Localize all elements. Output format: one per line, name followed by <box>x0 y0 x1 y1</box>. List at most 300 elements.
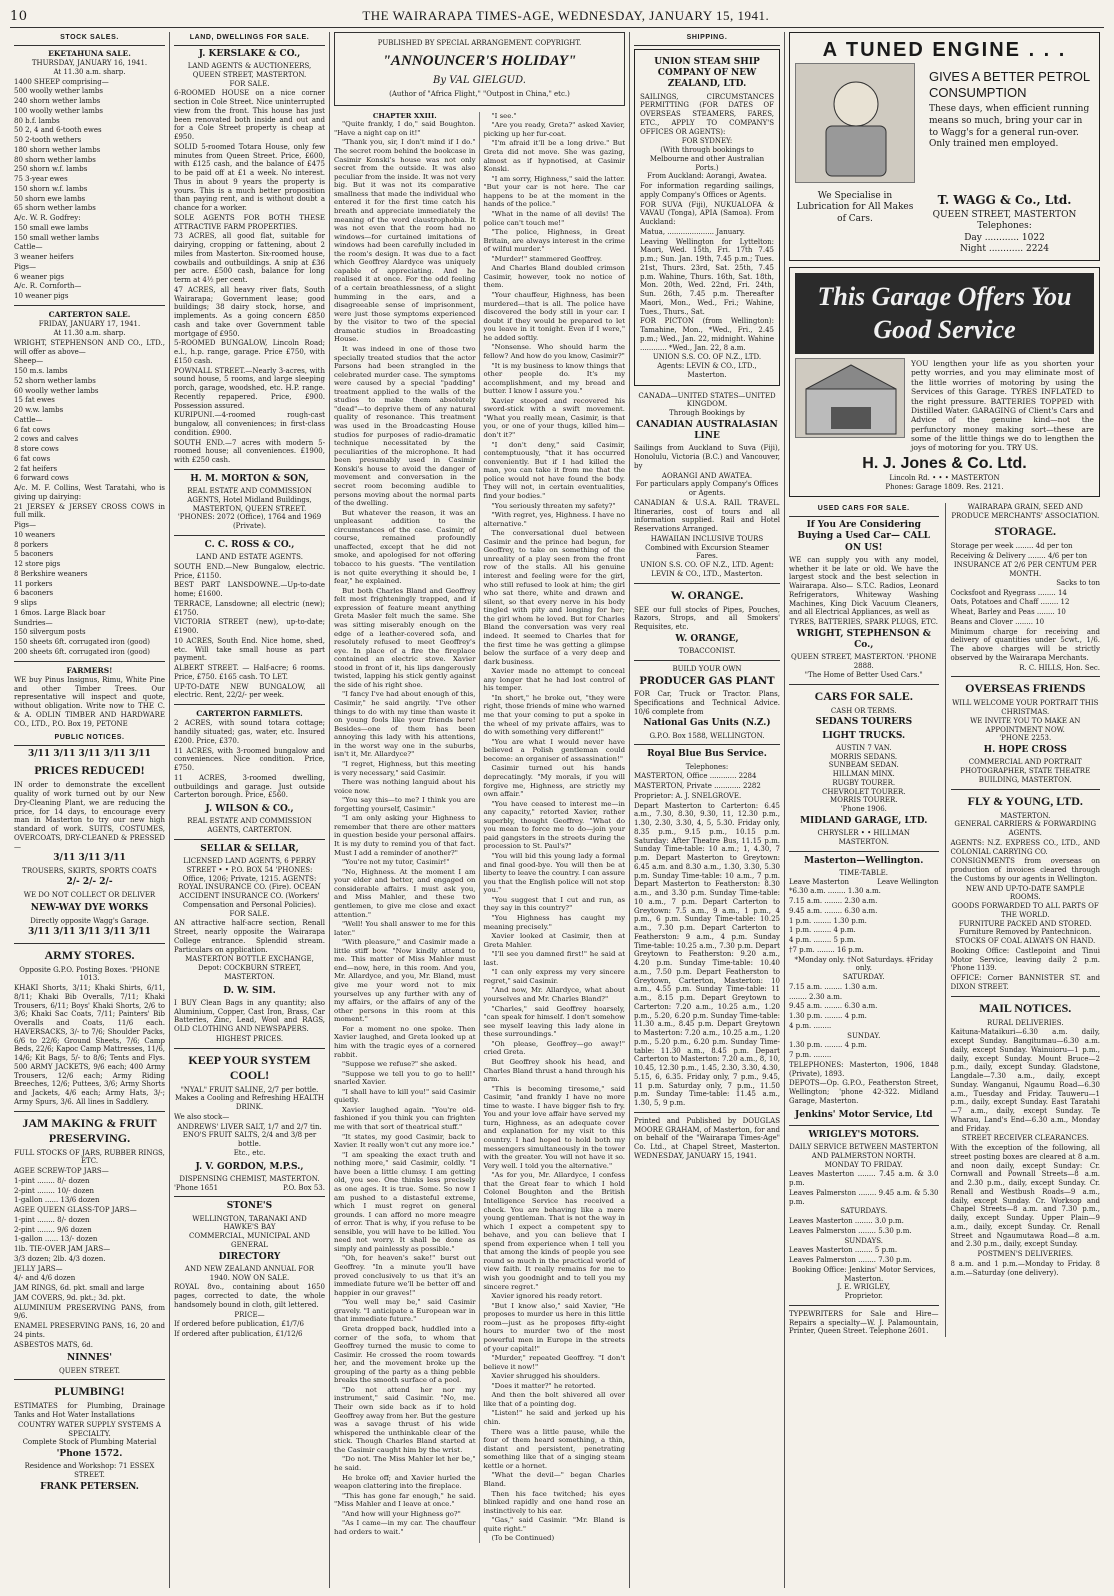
section-heading: SHIPPING. <box>634 32 780 46</box>
ad-text: FOR PICTON (from Wellington): Tamahine, Mon., *Wed., Fri., 2.45 p.m.; Wed., Jan. 22, midnight. Wahine ............ *Wed., Jan. 22, 8 a.m. <box>640 317 774 352</box>
jam-line: AGEE QUEEN GLASS-TOP JARS— <box>14 1206 137 1215</box>
fly-young-ad <box>951 794 1101 992</box>
sale-line: 6 weaner pigs <box>14 272 65 281</box>
ad-text: NEW AND UP-TO-DATE SAMPLE ROOMS. <box>965 884 1085 902</box>
story-paragraph: "Does it matter?" he retorted. <box>491 1381 596 1390</box>
gordon-ad <box>174 1162 325 1193</box>
sale-title: CARTERTON SALE. <box>48 309 131 319</box>
ad-name: T. WAGG & Co., Ltd. <box>937 193 1072 207</box>
story-text <box>334 112 625 1543</box>
sale-time: At 11.30 a.m. sharp. <box>53 329 126 337</box>
ad-text: FOR Car, Truck or Tractor. Plans, Specifications and Technical Advice. 10/6 complete from <box>634 690 780 716</box>
jam-line: 2-pint ........ 9/6 dozen <box>14 1225 92 1234</box>
ad-text: ROYAL INSURANCE CO. (Fire). OCEAN ACCIDENT INSURANCE CO. (Workers' Compensation and Personal Policies). FOR SALE. <box>178 883 321 918</box>
tt-row: Leaves Masterton ........ 3.0 p.m. <box>789 1217 904 1225</box>
story-paragraph: "I am only asking your Highness to remember that there are other matters in question beside your personal affairs. It is my duty to remind you of that fact. Must I add a reminder of another?" <box>334 814 476 857</box>
jam-line: 2-pint ........ 10/- dozen <box>14 1186 95 1195</box>
story-paragraph: But Geoffrey shook his head, and Charles Bland thrust a hand through his arm. <box>483 1057 625 1084</box>
tt-row: Leaves Palmerston ........ 5.30 p.m. <box>789 1226 912 1235</box>
ad-sub: Telephones: <box>685 762 729 771</box>
listing-item: 47 ACRES, all heavy river flats, South Wairarapa; Government lease; good buildings; 38 dairy stock, horse, and implements. As a going concern £850 cash and take over Government table mortgage of £950. <box>174 285 325 338</box>
sale-line: 150 small wether lambs <box>14 233 99 242</box>
tt-row: †7 p.m. ........ 16 p.m. <box>789 945 864 954</box>
listing-item: 2 ACRES, with sound totara cottage; handily situated; gas, water, etc. Insured £200. Price, £370. <box>174 719 325 745</box>
ad-title: OVERSEAS FRIENDS <box>965 681 1086 696</box>
tt-row: 9.45 a.m. ........ 6.30 a.m. <box>789 906 878 915</box>
story-paragraph: "You suggest that I cut and run, as they say in this country?" <box>483 895 625 913</box>
story-paragraph: "It states, my good Casimir, back to Xavier. It really won't cut any more ice." <box>334 1132 476 1150</box>
jam-line: ASBESTOS MATS, 6d. <box>14 1340 93 1349</box>
ad-sub: BUILD YOUR OWN <box>672 664 742 673</box>
ad-text: Complete Stock of Plumbing Material <box>22 1438 157 1447</box>
ad-address: Residence and Workshop: 71 ESSEX STREET. <box>24 1462 155 1480</box>
ad-sub: RURAL DELIVERIES. <box>986 1018 1064 1027</box>
typewriters-ad: TYPEWRITERS for Sale and Hire—Repairs a specialty—W. J. Palamountain, Printer, Queen Street. Telephone 2601. <box>789 1309 939 1336</box>
ad-text: We also stock— <box>174 1112 230 1121</box>
ad-sub: COMMERCIAL AND PORTRAIT PHOTOGRAPHER, STATE THEATRE BUILDING, MASTERTON. <box>960 758 1091 784</box>
story-paragraph: And Charles Bland doubled crimson Casimir, however, took no notice of them. <box>483 264 625 290</box>
story-paragraph: "You Highness has caught my meaning precisely." <box>483 913 625 931</box>
story-paragraph: "I can only express my very sincere regret," said Casimir. <box>483 968 625 985</box>
story-paragraph: There was a little pause, while the four of them heard something, a thin, distant and persistent, penetrating something like that of a singing steam kettle or a hornet. <box>483 1427 625 1470</box>
ad-sub: AND NEW ZEALAND ANNUAL FOR 1940. NOW ON SALE. <box>184 1264 315 1282</box>
sale-line: 6 fat cows <box>14 425 51 434</box>
listing-items <box>174 719 325 800</box>
ad-text: UNION S.S. CO. OF N.Z., LTD. Agent: LEVIN & CO., LTD., Masterton. <box>640 561 774 578</box>
ad-text: HAWAIIAN INCLUSIVE TOURS Combined with Excursion Steamer Fares. <box>645 534 769 561</box>
ad-text: SAILINGS, CIRCUMSTANCES PERMITTING (FOR DATES OF OVERSEAS STEAMERS, FARES, ETC., APPLY TO COMPANY'S OFFICES OR AGENTS): <box>640 92 774 136</box>
ad-text: I BUY Clean Bags in any quantity; also Aluminium, Copper, Cast Iron, Brass, Car Batteries, Zinc, Lead, Wool and RAGS, OLD CLOTHING AND NEWSPAPERS. <box>174 998 325 1034</box>
car-list-item: SUNBEAM SEDAN. <box>828 761 899 770</box>
ad-text: "NYAL" FRUIT SALINE, 2/7 per bottle. <box>180 1085 319 1094</box>
ad-text: With the exception of the following, all street posting boxes are cleared at 8 a.m. and noon daily, except Sunday: Cr. Cornwall and Pownall Streets—8 a.m. and 2.30 p.m., daily, except Sunday. Cr. Renall and Westbush Roads—9 a.m., daily, except Sunday. Cr. Worksop and Chapel Streets—8 a.m. and 7.30 p.m., daily, except Sunday. Upper Plain—9 a.m., daily, except Sunday. Cr. Renall Street and Ngaumutawa Road—8 a.m. and 2.30 p.m., daily, except Sunday. <box>950 1144 1100 1249</box>
used-cars-ad <box>789 520 939 680</box>
ad-phone: TELEPHONES: Masterton, 1906, 1848 (Private), 1893. <box>789 1060 939 1078</box>
sale-line: Cattle— <box>14 243 43 252</box>
ad-sub: MASTERTON. <box>838 837 889 846</box>
sale-line: 12 store pigs <box>14 560 61 568</box>
story-paragraph: "As I came—in my car. The chauffeur had orders to wait." <box>334 1519 476 1536</box>
listing-item: TERRACE, Lansdowne; all electric (new); £1750. <box>174 599 325 617</box>
story-paragraph: "You are what I would never have believed a Polish gentleman could become: an organiser of assassination!" <box>483 737 625 763</box>
ad-sub: DISPENSING CHEMIST, MASTERTON. <box>179 1174 320 1183</box>
sale-line: 150 silvergum posts <box>14 628 86 637</box>
sale-line: 60 woolly wether lambs <box>14 386 99 395</box>
car-list-item: AUSTIN 7 VAN. <box>835 743 892 752</box>
story-paragraph: "I regret, Highness, but this meeting is very necessary," said Casimir. <box>334 759 476 777</box>
story-paragraph: "And how will your Highness go?" <box>342 1509 461 1518</box>
jam-line: 3/3 dozen; 2lb. 4/3 dozen. <box>14 1254 106 1263</box>
story-paragraph: "I am sorry, Highness," said the latter. "But your car is not here. The car happens to be at the moment in the hands of the police." <box>483 174 625 209</box>
car-list-item: CHEVROLET TOURER. <box>822 787 906 796</box>
ad-title: If You Are Considering Buying a Used Car— CALL ON US! <box>797 520 930 553</box>
ad-text: UNION S.S. CO. OF N.Z., LTD. Agents: LEVIN & CO., LTD., Masterton. <box>652 353 762 379</box>
listing-item: UP-TO-DATE NEW BUNGALOW, all electric. Rent, 22/2/- per week. <box>174 682 325 700</box>
rate-item: Oats, Potatoes and Chaff ........ 12 <box>950 598 1070 607</box>
column-land <box>170 32 330 1588</box>
wrigley-ad <box>789 1130 939 1301</box>
ad-text: ANDREWS' LIVER SALT, 1/7 and 2/7 tin. <box>177 1122 322 1131</box>
ad-phone: 'Phone 1572. <box>56 1449 123 1460</box>
ad-sub: QUEEN STREET. <box>58 1366 121 1375</box>
sale-line: 10 weaners <box>14 530 56 539</box>
ad-name: J. V. GORDON, M.P.S., <box>195 1161 304 1172</box>
story-title: "ANNOUNCER'S HOLIDAY" <box>382 52 577 69</box>
listing-item: 5-ROOMED BUNGALOW, Lincoln Road; e.l., h.p. range, garage. Price £750, with £150 cash. <box>174 339 325 365</box>
listing-item: BEST PART LANSDOWNE.—Up-to-date home; £1600. <box>174 581 325 598</box>
ad-name: WRIGHT, STEPHENSON & Co., <box>796 628 931 650</box>
army-stores-ad <box>14 948 165 1107</box>
ad-name: MIDLAND GARAGE, LTD. <box>800 815 928 826</box>
story-paragraph: (To be Continued) <box>491 1534 555 1543</box>
story-paragraph: For a moment no one spoke. Then Xavier laughed, and Greta looked up at him with the tragic eyes of a cornered rabbit. <box>334 1024 476 1059</box>
ad-text: G.P.O. Box 1588, WELLINGTON. <box>649 731 765 740</box>
sale-line: 180 shorn wether lambs <box>14 145 101 154</box>
prices-reduced-ad <box>14 763 165 899</box>
tt-row: 9.45 a.m. ........ 6.30 a.m. <box>789 1002 878 1011</box>
tt-heading: SUNDAY. <box>847 1031 881 1040</box>
sale-line: Pigs— <box>14 521 37 529</box>
story-paragraph: "I'm afraid it'll be a long drive." But Greta did not move. She was gazing, almost as if hypnotised, at Casimir Konski. <box>483 139 625 174</box>
ad-sub: Telephones: <box>977 221 1032 232</box>
ad-name: UNION STEAM SHIP COMPANY OF NEW ZEALAND, LTD. <box>654 56 760 90</box>
tt-row: ........ 2.30 a.m. <box>789 992 843 1001</box>
newway-ad <box>14 903 165 938</box>
jam-line: ENAMEL PRESERVING PANS, 16, 20 and 24 pints. <box>14 1322 165 1339</box>
sale-line: 6 baconers <box>14 589 54 598</box>
rate-row: Storage per week ........ 4d per ton <box>950 541 1073 550</box>
ad-name: CANADIAN AUSTRALASIAN LINE <box>636 419 778 441</box>
story-paragraph: "You seriously threaten my safety?" <box>491 501 616 510</box>
sale-line: 100 woolly wether lambs <box>14 106 103 115</box>
story-paragraph: Xavier ignored his ready retort. <box>491 1292 603 1301</box>
sale-line: 50 2-tooth wethers <box>14 136 82 145</box>
farmlets-ad <box>174 709 325 800</box>
ad-title: KEEP YOUR SYSTEM COOL! <box>188 1052 311 1082</box>
ross-ad <box>174 540 325 700</box>
ad-name: C. C. ROSS & CO., <box>204 539 295 550</box>
wilson-ad <box>174 804 325 835</box>
sale-line: 8 store cows <box>14 445 59 453</box>
story-paragraph: The conversational duel between Casimir and the prince had begun, for Geoffrey, to take on something of the unreality of a play seen from the front row of the stalls. All his genuine interest and feeling were for the girl, who still refused to look at him; the girl who sat there, white and drawn and silent, so that every nerve in his body tingled with pity and longing for her; the girl whom he loved. But for Charles Bland the conversation was very real indeed. It seemed to Charles that for the first time he was getting a glimpse below the surface of a very deep and dark business. <box>483 529 625 666</box>
ad-address: QUEEN STREET, MASTERTON. 'PHONE 2888. <box>791 653 937 670</box>
story-paragraph: "Gas," said Casimir. "Mr. Bland is quite right." <box>483 1516 625 1533</box>
tt-heading: MONDAY TO FRIDAY. <box>824 1160 903 1169</box>
sale-line: 80 shorn wether lambs <box>14 155 96 164</box>
ad-title: ARMY STORES. <box>44 947 135 962</box>
story-paragraph: "Do not. The Miss Mahler let her be," he said. <box>334 1455 476 1472</box>
sale-date: FRIDAY, JANUARY 17, 1941. <box>38 320 141 329</box>
sale-line: 50 shorn ewe lambs <box>14 194 86 203</box>
car-list-item: HILLMAN MINX. <box>832 770 895 778</box>
sale-line: 21 JERSEY & JERSEY CROSS COWS in full milk. <box>14 502 165 520</box>
story-paragraph: Xavier made no attempt to conceal any longer that he had lost control of his temper. <box>483 667 625 693</box>
sale-line: Sundries— <box>14 618 53 627</box>
ad-text: WE buy Pinus Insignus, Rimu, White Pine and other Timber Trees. Our representative will inspect and quote, without obligation. Write now to THE C. & A. ODLIN TIMBER AND HARDWARE CO., LTD., P.O. Box 19, PETONE <box>14 675 165 728</box>
grain-association-ad <box>951 503 1101 672</box>
sale-line: 250 shorn w.f. lambs <box>14 165 88 174</box>
rate-items <box>951 589 1101 627</box>
tt-heading: SATURDAYS. <box>840 1207 888 1216</box>
tt-header: Leave Wellington <box>877 877 939 886</box>
rate-item: Beans and Clover ........ 10 <box>950 617 1045 626</box>
listing-item: 11 ACRES, with 3-roomed bungalow and conveniences. Nice condition. Price, £750. <box>174 746 325 773</box>
story-paragraph: But whatever the reason, it was an unpleasant addition to the circumstances of the case. Casimir, of course, remained profoundly unaffected, except that he did not smoke, and apologised for not offering tobacco to his guests. "The ventilation is not quite everything it should be, I fear," he explained. <box>334 508 476 586</box>
story-paragraph: "I shall have to kill you!" said Casimir quietly. <box>334 1087 476 1105</box>
ad-text: WE can supply you with any model, whether it be late or old. We have the largest stock and the best selection in Wairarapa. Also— S.T.C. Radios, Leonard Refrigerators, Whiteway Washing Machines, King Dick Vacuum Cleaners, and all Electrical Appliances, as well as <box>789 555 939 617</box>
story-paragraph: "Charles," said Geoffrey hoarsely, "can speak for himself. I don't somehow see myself leaving this lady alone in these surroundings." <box>483 1004 625 1039</box>
story-paragraph: There was nothing languid about his voice now. <box>334 778 476 795</box>
ad-text: AN attractive half-acre section, Renall Street, nearly opposite the Wairarapa College entrance. Splendid stream. Particulars on application. <box>174 919 325 954</box>
sale-line: 2 fat heifers <box>14 464 58 473</box>
listing-item: ALBERT STREET. — Half-acre; 6 rooms. Price, £750. £165 cash. TO LET. <box>174 664 325 681</box>
ad-text: Directly opposite Wagg's Garage. <box>30 916 149 925</box>
sale-line: Cattle— <box>14 415 43 424</box>
sale-line: Sheep— <box>14 357 44 366</box>
ad-text: LIGHT TRUCKS. <box>822 730 906 741</box>
ad-sub: FOR SALE. <box>229 79 270 88</box>
sale-line: 65 shorn wether lambs <box>14 204 96 213</box>
story-note: (Author of "Africa Flight," "Outpost in China," etc.) <box>389 90 570 98</box>
ad-sub: Proprietor. <box>844 1292 883 1300</box>
farmers-ad <box>14 666 165 729</box>
story-paragraph: "You well may be," said Casimir gravely. "I anticipate a European war in that immediate future." <box>334 1298 476 1324</box>
ad-name: FLY & YOUNG, LTD. <box>967 793 1083 808</box>
ad-text: FULL STOCKS OF JARS, RUBBER RINGS, ETC. <box>14 1148 165 1166</box>
sale-line: A/c. W. R. Godfrey: <box>14 214 81 223</box>
column-shipping <box>630 32 785 1588</box>
ad-title: NEW-WAY DYE WORKS <box>30 903 149 914</box>
ad-text: Etc., etc. <box>233 1148 266 1157</box>
jam-line: AGEE SCREW-TOP JARS— <box>14 1167 109 1176</box>
kerslake-ad <box>174 49 325 465</box>
ninnes-ad <box>14 1353 165 1375</box>
jam-line: JAM RINGS, 6d. pkt. small and large <box>14 1284 145 1293</box>
ad-text: SEE our full stocks of Pipes, Pouches, Razors, Strops, and all Smokers' Requisites, etc. <box>634 605 780 631</box>
sale-line: 6 fat cows <box>14 454 51 463</box>
sale-line: 5 baconers <box>14 550 54 559</box>
tt-row: 4 p.m. ........ <box>789 1021 832 1030</box>
garage-illustration <box>795 358 905 438</box>
rate-item: Cocksfoot and Ryegrass ........ 14 <box>950 588 1067 597</box>
ad-title: NINNES' <box>66 1353 112 1364</box>
orange-ad <box>634 588 780 656</box>
good-service-ad <box>789 267 1100 497</box>
eketahuna-sale <box>14 49 165 301</box>
story-paragraph: "You have ceased to interest me—in any capacity," retorted Xavier, rather superbly, thought Geoffrey. "What do you mean to force me to do—join your paid gangsters in the streets during the procession to St. Paul's?" <box>483 799 625 851</box>
rate-row: Receiving & Delivery ........ 4/6 per ton <box>950 551 1088 560</box>
story-paragraph: "I fancy I've had about enough of this, Casimir," he said angrily. "I've other things to do with my time than waste it on young fools like your friends here! Besides—one of them has been annoying this lady with his attentions, in the worst way one in the suburbs, isn't it, Mr. Allardyce?" <box>334 690 476 759</box>
ad-sub: POSTMEN'S DELIVERIES. <box>977 1250 1073 1258</box>
car-list-item: MORRIS TOURER. <box>830 796 898 805</box>
sellar-ad <box>174 844 325 982</box>
story-paragraph: "What the devil—" began Charles Bland. <box>483 1471 625 1488</box>
ad-text: If ordered before publication, £1/7/6 <box>174 1320 304 1329</box>
ad-sub: CASH OR TERMS. <box>830 706 897 715</box>
story-paragraph: "In short," he broke out, "they were right, those friends of mine who warned me that your coming to put a spoke in the wheel of my private affairs, was to do with something very different!" <box>483 693 625 737</box>
listing-item: 11 ACRES, 3-roomed dwelling, outbuildings and garage. Just outside Carterton borough. Price, £560. <box>174 773 325 800</box>
ad-text: MASTERTON BOTTLE EXCHANGE, Depot: COCKBURN STREET, MASTERTON. <box>185 955 314 981</box>
ad-sub: Opposite G.P.O. Posting Boxes. 'PHONE 1013. <box>19 965 160 983</box>
ad-text: "The Home of Better Used Cars." <box>804 670 923 679</box>
ad-text: FOR SUVA (Fiji), NUKUALOFA & VAVAU (Tonga), APIA (Samoa). From Auckland: <box>640 200 774 226</box>
story-paragraph: "Your chauffeur, Highness, has been murdered—that is all. The police have discovered the body still in your car. I doubt if they would be prepared to let you leave in it tonight. Even if I were," he added softly. <box>483 291 625 342</box>
jam-line: ALUMINIUM PRESERVING PANS, from 9/6. <box>14 1303 165 1321</box>
tuned-engine-ad <box>789 32 1100 261</box>
sale-line: 500 woolly wether lambs <box>14 87 103 96</box>
sale-line: 1 6mos. Large Black boar <box>14 608 106 617</box>
ad-text: Booking Office: Jenkins' Motor Services, Masterton. <box>792 1265 936 1283</box>
story-paragraph: It was indeed in one of those two specially treated studios that the actor Parsons had been strangled in the celebrated murder case. The symptoms were caused by a special "padding" treatment applied to the walls of the studios to make them absolutely "dead"—to deprive them of any natural quality of resonance. This treatment was used in the Broadcasting House studios for purposes of radio-dramatic technique necessitated by the peculiarities of the microphone. It had been presumably used in Casimir Konski's house to avoid the danger of movement and conversation in the secret room becoming audible to persons moving about the normal parts of the dwelling. <box>334 344 476 508</box>
ad-text: For information regarding sailings, apply Company's Offices or Agents. <box>640 182 774 199</box>
story-paragraph: "Thank you, sir, I don't mind if I do." The secret room behind the bookcase in Casimir Konski's house was not only secret from the outside. It was also peculiar from the inside. It was not very big. But it was not its comparative smallness that made the individual who entered it for the first time catch his breath and appreciate immediately the meaning of the word claustrophobia. It was not even that the room had no windows—for curtained imitations of windows had been carefully included in the room's design. It was due to a fact which Geoffrey Alardyce was uniquely capable of appreciating. And he realised it at once. For the odd feeling of a certain breathlessness, of a slight humming in the ears, and a disagreeable sense of imprisonment, were just those symptoms experienced by the visitor to two of the special dramatic studios in Broadcasting House. <box>334 138 476 344</box>
sale-line: 240 shorn wether lambs <box>14 97 101 106</box>
ad-sub: MASTERTON. <box>1000 811 1051 820</box>
listing-item: 73 ACRES, all good flat, suitable for dairying, cropping or fattening, about 2 miles from Masterton. Six-roomed house, cowbails and outbuildings. A snip at £36 per acre. £500 cash, balance for long term at 4½ per cent. <box>174 232 325 284</box>
ad-title: PRICES REDUCED! <box>34 763 145 778</box>
listing-item: SOLID 5-roomed Totara House, only few minutes from Queen Street. Price, £600, with £125 cash, and the balance of £475 to be paid off at £1 a week. No interest. Thus in about 9 years the property is yours. This is a much better proposition than paying rent, and is without doubt a chance for a worker. <box>174 142 325 212</box>
canada-ad <box>634 392 780 579</box>
story-paragraph: "It is my business to know things that other people do. It's my accomplishment, and my bread and butter. I know I assure you." <box>483 361 625 396</box>
ad-phone: 'Phone 1651 <box>174 1183 219 1192</box>
gas-plant-ad <box>634 665 780 741</box>
ad-sub: LAND AGENTS & AUCTIONEERS, QUEEN STREET, MASTERTON. <box>187 62 312 79</box>
ad-name: J. KERSLAKE & CO., <box>198 48 301 59</box>
ad-name: W. ORANGE. <box>670 587 744 602</box>
ad-name: J. E. WRIGLEY, <box>837 1283 891 1292</box>
jam-line: 1-pint ........ 8/- dozen <box>14 1215 90 1224</box>
ad-sub: WELLINGTON, TARANAKI AND HAWKE'S BAY <box>192 1214 307 1232</box>
cars-for-sale-ad <box>789 689 939 847</box>
sale-line: 75 3-year ewes <box>14 175 68 184</box>
sale-line: Pigs— <box>14 262 37 271</box>
story-paragraph: "You will bid this young lady a formal and final good-bye. You will then be at liberty to leave the country. I can assure you that the English police will not stop you." <box>483 852 625 895</box>
newspaper-title: THE WAIRARAPA TIMES-AGE, WEDNESDAY, JANUARY 15, 1941. <box>362 8 770 23</box>
ad-sub: COMMERCIAL, MUNICIPAL AND GENERAL <box>189 1232 310 1249</box>
page-number: 10 <box>10 9 28 24</box>
sim-ad <box>174 986 325 1044</box>
listing-item: 6-ROOMED HOUSE on a nice corner section in Cole Street. Nice uninterrupted view from the front. This house has just been renovated both inside and out and for a Cole Street property is cheap at £950. <box>174 89 325 141</box>
ad-name: H. HOPE CROSS <box>983 745 1067 755</box>
sale-line: 150 shorn w.f. lambs <box>14 184 88 193</box>
listing-item: VICTORIA STREET (new), up-to-date; £1900. <box>174 618 325 635</box>
story-paragraph: Xavier looked at Casimir, then at Greta Mahler. <box>483 932 625 949</box>
ad-name: D. W. SIM. <box>223 985 276 996</box>
ad-text: SEDANS TOURERS <box>815 717 913 728</box>
ad-title: Masterton—Wellington. <box>804 855 924 866</box>
car-list-item: MORRIS SEDANS. <box>830 752 898 761</box>
story-paragraph: Xavier shrugged his shoulders. <box>491 1372 601 1381</box>
sale-line: 3 weaner heifers <box>14 253 74 262</box>
story-paragraph: "And now, Mr. Allardyce, what about yourselves and Mr. Charles Bland?" <box>483 986 625 1003</box>
sale-line: 11 porkers <box>14 579 53 588</box>
story-paragraph: "Murder," repeated Geoffrey. "I don't believe it now!" <box>483 1354 625 1371</box>
ad-text: These days, when efficient running means so much, bring your car in to Wagg's for a general run-over. Only trained men employed. <box>929 104 1090 150</box>
ad-text: Kaituna-Mataikuri—6.30 a.m. daily, except Sunday. Bangitumau—6.30 a.m. daily, except Sunday. Wainuioru—1 p.m., daily, except Sunday. Mount Bruce—2 p.m., daily, except Sunday. Gladstone, Langdale—7.30 a.m., daily, except Sunday. Wanganui, Ngaumu Road—6.30 a.m., Tuesday and Friday. Tauweru—1 p.m., daily, except Sunday. East Taratahi—7 a.m., daily, except Sunday. Te Wharau, Land's End—6.30 a.m., Monday and Friday. <box>950 1028 1100 1133</box>
sale-line: 1400 SHEEP comprising— <box>14 77 109 86</box>
story-paragraph: Then his face twitched; his eyes blinked rapidly and one hand rose an instinctively to his ear. <box>483 1489 625 1515</box>
ad-sub: LAND AND ESTATE AGENTS. <box>196 553 303 561</box>
rate-item: Wheat, Barley and Peas ........ 10 <box>950 608 1066 616</box>
story-paragraph: Xavier stooped and recovered his sword-stick with a swift movement. "What you really mean, Casimir, is that you, or one of your thugs, killed him—don't it?" <box>483 396 625 439</box>
sale-line: 50 2, 4 and 6-tooth ewes <box>14 126 102 135</box>
story-author: By VAL GIELGUD. <box>433 74 526 86</box>
ad-text: COUNTRY WATER SUPPLY SYSTEMS A SPECIALTY. <box>18 1420 161 1438</box>
ad-signature: R. C. HILLS, Hon. Sec. <box>1019 663 1100 672</box>
ad-phone: 'Phone 1906. <box>840 805 887 813</box>
ad-title: PLUMBING! <box>54 1384 125 1399</box>
ad-text: PRICE— <box>234 1310 265 1319</box>
ad-sub: CHRYSLER • • HILLMAN <box>817 829 910 837</box>
carterton-sale <box>14 310 165 657</box>
masterton-wellington-timetable <box>789 856 939 1106</box>
stones-ad <box>174 1201 325 1339</box>
tt-header: Leave Masterton <box>789 877 850 886</box>
ad-text: FURNITURE PACKED AND STORED. Furniture Removed by Pantechnicon. STOCKS OF COAL ALWAYS ON HAND. <box>955 919 1096 945</box>
tt-row: 4 p.m. ........ 5 p.m. <box>789 936 856 944</box>
sale-line: 10 weaner pigs <box>14 292 69 301</box>
sale-line: 6 forward cows <box>14 474 69 483</box>
ad-sub: WILL WELCOME YOUR PORTRAIT THIS CHRISTMAS. <box>952 699 1099 716</box>
jam-lines <box>14 1167 165 1349</box>
ad-name: W. ORANGE, <box>675 633 739 644</box>
jam-line: JELLY JARS— <box>14 1264 63 1273</box>
ad-address: Lincoln Rd. • • • MASTERTON <box>889 473 1000 482</box>
sale-line: A/c. M. F. Collins, West Taratahi, who is giving up dairying: <box>14 484 165 501</box>
overseas-friends-ad <box>951 681 1101 784</box>
ad-title: PRODUCER GAS PLANT <box>639 675 775 687</box>
section-heading: LAND, DWELLINGS FOR SALE. <box>174 32 325 46</box>
ad-text: KHAKI Shorts, 3/11; Khaki Shirts, 6/11, 8/11; Khaki Bib Overalls, 7/11; Khaki Trousers, 6/11; Boys' Khaki Shorts, 2/6 to 3/6; Khaki Sac Coats, 7/11; Painters' Bib Overalls and Coats, 11/6 each. HAVERSACKS, 3/- to 7/6; Shoulder Packs, 6/6 to 22/6; Ground Sheets, 7/6; Camp Beds, 22/6; Kapoc Camp Mattresses, 11/6, 14/6; Kit Bags, 5/- to 8/6; Tents and Flys. 500 ARMY JACKETS, 9/6 each; 400 Army Trousers, 12/6 each; Army Riding Breeches, 12/6; Puttees, 3/6; Army Shorts and Jackets, 4/6 each; Army Hats, 3/-; Army Spurs, 3/6. All lines in Saddlery. <box>14 984 165 1106</box>
tt-rows <box>789 1041 939 1060</box>
sale-line: 9 slips <box>14 599 37 607</box>
ad-text: 8 a.m. and 1 p.m.—Monday to Friday. 8 a.m.—Saturday (one delivery). <box>950 1259 1100 1277</box>
sale-time: At 11.30 a.m. sharp. <box>53 67 126 76</box>
ad-text: AGENTS: N.Z. EXPRESS CO., LTD., AND COLONIAL CARRYING CO. <box>950 838 1100 856</box>
ad-text: GOODS FORWARDED TO ALL PARTS OF THE WORLD. <box>951 902 1099 919</box>
story-paragraph: "This is becoming tiresome," said Casimir, "and frankly I have no more time to waste. I have bigger fish to fry. You and your love affair have served my turn, Highness, as an adequate cover and explanation for my visit to this country. I had hoped to hold both my messengers simultaneously in the tower with the greater. You will not have it so. Very well. I told you the alternative." <box>483 1084 625 1170</box>
tt-heading: SUNDAYS. <box>844 1236 884 1245</box>
sale-lines <box>14 78 165 301</box>
story-paragraph: "With pleasure," and Casimir made a little stiff bow. "Now kindly attend to me. This matter of Miss Mahler must end—now, here, in this room. And you, Mr. Allardyce, and you, Mr. Bland, must give me your word not to mix yourselves up any further with any of my affairs, or the affairs of any of the other persons in this room at this moment." <box>334 938 476 1024</box>
ad-title: MAIL NOTICES. <box>979 1000 1072 1015</box>
ad-title: CANADA—UNITED STATES—UNITED KINGDOM. <box>638 391 776 409</box>
sale-line: 2 cows and calves <box>14 435 79 444</box>
tt-row: 1.30 p.m. ........ 4 p.m. <box>789 1041 867 1050</box>
story-paragraph: "What in the name of all devils! The police can't touch me!" <box>483 209 625 227</box>
masthead <box>10 8 1104 28</box>
sale-title: EKETAHUNA SALE. <box>48 48 131 58</box>
sale-line: 15 fat ewes <box>14 396 55 405</box>
sale-line: 200 sheets 6ft. corrugated iron (good) <box>14 647 150 656</box>
story-header <box>334 32 625 106</box>
story-banner: PUBLISHED BY SPECIAL ARRANGEMENT. COPYRIGHT. <box>377 39 582 47</box>
ad-phone: 'PHONE 2253. <box>999 734 1052 743</box>
ad-text: 3/11 3/11 3/11 <box>53 853 126 864</box>
mail-notices <box>951 1001 1101 1278</box>
mechanic-illustration <box>795 63 915 183</box>
sale-line: 150 sheets 6ft. corrugated iron (good) <box>14 638 150 646</box>
ad-box: P.O. Box 53. <box>283 1183 325 1192</box>
ad-name: H. M. MORTON & SON, <box>190 473 309 484</box>
tt-row: 7.15 a.m. ........ 2.30 a.m. <box>789 897 878 905</box>
ad-sub: DAILY SERVICE BETWEEN MASTERTON AND PALMERSTON NORTH. <box>789 1143 939 1160</box>
ad-text: Depart Masterton to Carterton: 6.45 a.m., 7.30, 8.30, 9.30, 11, 12.30 p.m., 1.30, 2.30, 3.30, 4, 5, 5.30. Friday only, 8.35 p.m., 9.15 p.m., 10.15 p.m. Saturday: After Theatre Bus, 11.15 p.m. Sunday Time-table: 10 a.m.; 1, 4.30, 7 p.m. Depart Masterton to Greytown: 6.45 a.m. and 8.30 a.m., 1.30, 3.30, 5.30 p.m. Sunday Time-table: 10 a.m., 7 p.m. Depart Masterton to Featherston: 8.30 a.m., and 3.30 p.m. Sunday Time-table: 10 a.m., 7 p.m. Depart Carterton to Greytown: 7.5 a.m., 9 a.m., 1 p.m., 4 p.m., 6 p.m. Sunday Time-table: 10.25 a.m., 7.30 p.m. Depart Carterton to Featherston: 9 a.m., 4 p.m. Sunday Time-table: 10.25 a.m., 7.30 p.m. Depart Greytown to Featherston: 9.20 a.m., 4.20 p.m. Sunday Time-table: 10.40 a.m., 7.50 p.m. Depart Featherston to Greytown, Carterton, Masterton: 10 a.m., 4.55 p.m. Sunday Time-table: 11 a.m., 8.15 p.m. Depart Greytown to Carterton: 7.20 a.m., 10.25 a.m., 1.20 p.m., 5.20, 6.20 p.m. Sunday Time-table: 11.30 a.m., 8.45 p.m. Depart Greytown to Masterton: 7.20 a.m., 10.25 a.m., 1.20 p.m., 5.20 p.m., 6.20 p.m. Sunday Time-table: 11.30 a.m., 8.45 p.m. Depart Carterton to Masterton: 7.20 a.m., 8, 10, 10.45, 12.30 p.m., 1.45, 2.30, 3.30, 4.30, 5.15, 6, 6.35. Friday only, 7 p.m., 9.45, 11 p.m. Saturday only, 7 p.m., 11.50 p.m. Sunday Time-table: 11.45 a.m., 1.30, 5, 9 p.m. <box>634 801 780 1107</box>
ad-text: YOU lengthen your life as you shorten your petty worries, and you may eliminate most of the little worries of motoring by using the Services of this Garage. TYRES INFLATED to the right pressure. BATTERIES TOPPED with Distilled Water. GARAGING of Client's Cars and Advice of the genuine kind—not the perfunctory money making sort—these are some of the little things we do to lengthen the joys of motoring for you. TRY US. <box>911 359 1094 453</box>
story-paragraph: "You're not my tutor, Casimir!" <box>342 858 450 867</box>
price-banner: 3/11 3/11 3/11 3/11 3/11 <box>28 749 151 760</box>
ad-text: For particulars apply Company's Offices or Agents. <box>635 480 779 497</box>
